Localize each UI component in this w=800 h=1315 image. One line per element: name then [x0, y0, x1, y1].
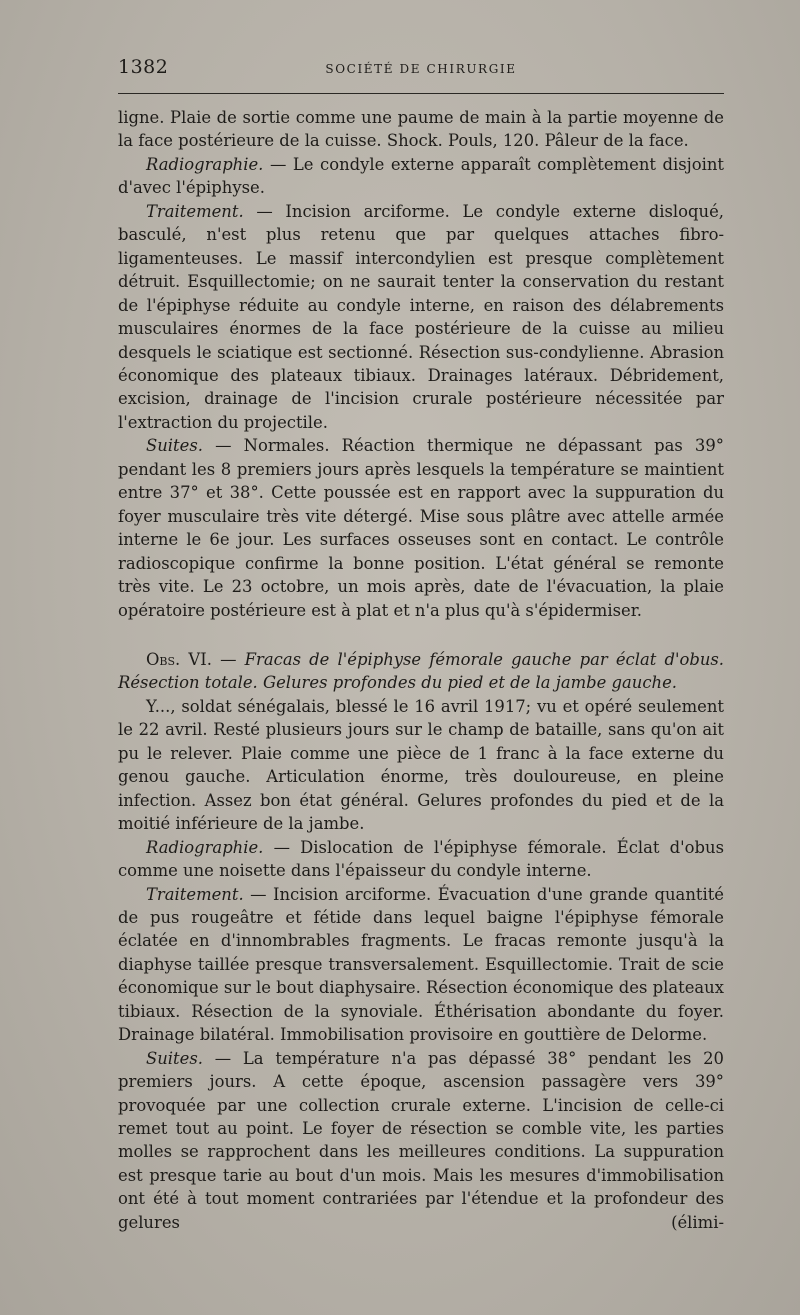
- paragraph-continuation: ligne. Plaie de sortie comme une paume de main à la partie moyenne de la face postérieure de la cuisse. Shock. Pouls, 120. Pâleur de la face.: [118, 108, 724, 151]
- section-text: — Incision arciforme. Évacuation d'une grande quantité de pus rougeâtre et fétide dans lequel baigne l'épiphyse fémorale éclatée en d'innombrables fragments. Le fracas remonte jusqu'à la diaphyse taillée presque transversalement. Esquillectomie. Trait de scie économique sur le bout diaphysaire. Résection économique des plateaux tibiaux. Résection de la synoviale. Éthérisation abondante du foyer. Drainage bilatéral. Immobilisation provisoire en gouttière de Delorme.: [118, 884, 724, 1045]
- paragraph-case-intro: Y..., soldat sénégalais, blessé le 16 avril 1917; vu et opéré seulement le 22 avril. Resté plusieurs jours sur le champ de bataille, sans qu'on ait pu le relever. Plaie comme une pièce de 1 franc à la face externe du genou gauche. Articulation énorme, très douloureuse, en pleine infection. Assez bon état général. Gelures profondes du pied et de la moitié inférieure de la jambe.: [118, 696, 724, 834]
- paragraph-traitement-1: [118, 200, 724, 435]
- paragraph-radiographie-2: [118, 836, 724, 883]
- page-header: [118, 50, 724, 84]
- section-label: Traitement.: [146, 884, 244, 904]
- observation-title: Fracas de l'épiphyse fémorale gauche par éclat d'obus. Résection totale. Gelures profondes du pied et de la jambe gauche.: [118, 649, 725, 693]
- section-label: Radiographie.: [146, 154, 264, 174]
- section-text: — Incision arciforme. Le condyle externe disloqué, basculé, n'est plus retenu que par quelques attaches fibro-ligamenteuses. Le massif intercondylien est presque complètement détruit. Esquillectomie; on ne saurait tenter la conservation du restant de l'épiphyse réduite au condyle interne, en raison des délabrements musculaires énormes de la face postérieure de la cuisse au milieu desquels le sciatique est sectionné. Résection sus-condylienne. Abrasion économique des plateaux tibiaux. Drainages latéraux. Débridement, excision, drainage de l'incision crurale postérieure nécessitée par l'extraction du projectile.: [118, 201, 724, 432]
- observation-heading: Obs. VI. — Fracas de l'épiphyse fémorale gauche par éclat d'obus. Résection totale. Gelures profondes du pied et de la jambe gauche.: [118, 649, 725, 693]
- paragraph-traitement-2: [118, 883, 724, 1047]
- section-label: Suites.: [146, 436, 203, 456]
- header-rule: [118, 93, 724, 94]
- section-label: Radiographie.: [146, 837, 264, 857]
- page-body: [118, 106, 724, 1234]
- paragraph-radiographie-1: [118, 153, 724, 200]
- observation-label: Obs. VI.: [146, 649, 212, 669]
- section-text: — Le condyle externe apparaît complètement disjoint d'avec l'épiphyse.: [118, 154, 724, 198]
- section-text: — Dislocation de l'épiphyse fémorale. Éclat d'obus comme une noisette dans l'épaisseur du condyle interne.: [118, 837, 724, 881]
- section-label: Suites.: [146, 1048, 203, 1068]
- running-title: SOCIÉTÉ DE CHIRURGIE: [325, 62, 517, 76]
- section-gap: [118, 622, 724, 648]
- section-label: Traitement.: [146, 201, 244, 221]
- paragraph-suites-2: [118, 1047, 724, 1235]
- paragraph-suites-1: [118, 434, 724, 622]
- section-text: — La température n'a pas dépassé 38° pendant les 20 premiers jours. A cette époque, ascension passagère vers 39° provoquée par une collection crurale externe. L'incision de celle-ci remet tout au point. Le foyer de résection se comble vite, les parties molles se rapprochent dans les meilleures conditions. La suppuration est presque tarie au bout d'un mois. Mais les mesures d'immobilisation ont été à tout moment contrariées par l'étendue et la profondeur des gelures (élimi-: [118, 1048, 724, 1232]
- page-number: 1382: [118, 56, 169, 78]
- section-text: — Normales. Réaction thermique ne dépassant pas 39° pendant les 8 premiers jours après lesquels la température se maintient entre 37° et 38°. Cette poussée est en rapport avec la suppuration du foyer musculaire très vite détergé. Mise sous plâtre avec attelle armée interne le 6e jour. Les surfaces osseuses sont en contact. Le contrôle radioscopique confirme la bonne position. L'état général se remonte très vite. Le 23 octobre, un mois après, date de l'évacuation, la plaie opératoire postérieure est à plat et n'a plus qu'à s'épidermiser.: [118, 436, 724, 620]
